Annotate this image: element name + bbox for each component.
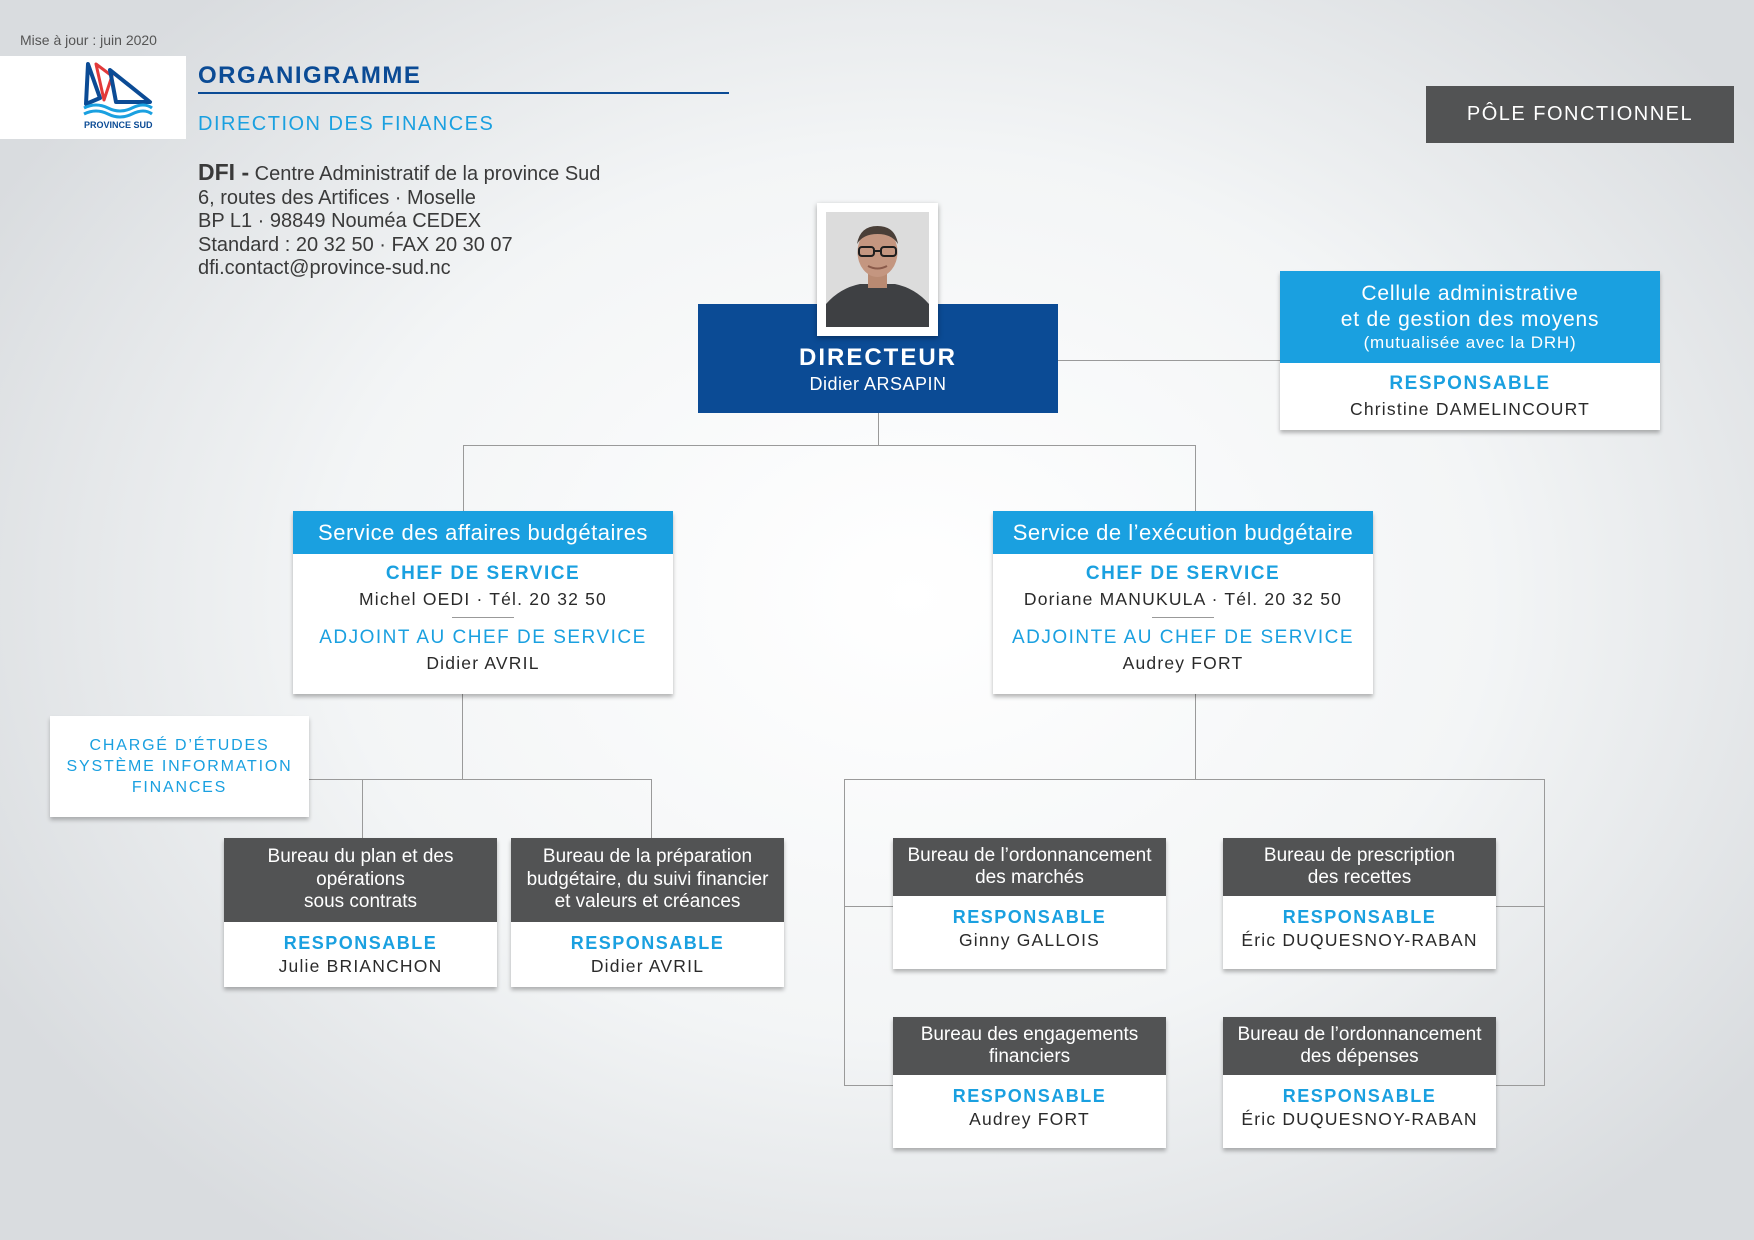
bureau-plan-line-2: opérations: [316, 868, 405, 890]
cellule-line-2: et de gestion des moyens: [1340, 308, 1600, 331]
dfi-label: DFI -: [198, 159, 250, 185]
address-email: dfi.contact@province-sud.nc: [198, 257, 451, 279]
page-subtitle: DIRECTION DES FINANCES: [198, 113, 495, 135]
bureau-marches-card: [893, 838, 1166, 969]
bureau-engagements-line-1: Bureau des engagements: [920, 1023, 1139, 1045]
service-budget-card: [293, 511, 673, 694]
service-exec-card: [993, 511, 1373, 694]
connector: [362, 779, 363, 838]
director-name: Didier ARSAPIN: [809, 374, 947, 394]
connector: [1195, 694, 1196, 780]
responsable-role: RESPONSABLE: [283, 933, 438, 953]
connector: [844, 1085, 893, 1086]
bureau-recettes-line-2: des recettes: [1307, 867, 1412, 888]
connector: [309, 779, 652, 780]
bureau-depenses-header: [1223, 1017, 1496, 1075]
chef-role: CHEF DE SERVICE: [1085, 563, 1281, 584]
connector: [1496, 906, 1545, 907]
director-title: DIRECTEUR: [798, 344, 957, 371]
bureau-preparation-line-2: budgétaire, du suivi financier: [526, 868, 769, 890]
bureau-preparation-card: [511, 838, 784, 987]
address-line-3: BP L1 · 98849 Nouméa CEDEX: [198, 210, 482, 232]
responsable-name: Audrey FORT: [969, 1109, 1090, 1129]
connector: [878, 413, 879, 445]
connector: [463, 445, 464, 511]
cellule-line-3: (mutualisée avec la DRH): [1363, 333, 1577, 352]
connector: [1544, 779, 1545, 1086]
cellule-card: [1280, 271, 1660, 430]
bureau-preparation-line-3: et valeurs et créances: [554, 891, 741, 913]
bureau-depenses-line-1: Bureau de l’ordonnancement: [1237, 1023, 1482, 1045]
adjointe-name: Audrey FORT: [1122, 653, 1244, 673]
responsable-role: RESPONSABLE: [1282, 1086, 1437, 1106]
pole-badge: PÔLE FONCTIONNEL: [1426, 86, 1734, 143]
responsable-name: Éric DUQUESNOY-RABAN: [1241, 1109, 1478, 1129]
address-line-1: Centre Administratif de la province Sud: [254, 163, 601, 185]
bureau-marches-line-2: des marchés: [975, 867, 1084, 888]
connector: [463, 445, 1195, 446]
chef-name: Doriane MANUKULA · Tél. 20 32 50: [1023, 589, 1343, 609]
responsable-role: RESPONSABLE: [570, 933, 725, 953]
adjoint-name: Didier AVRIL: [426, 653, 540, 673]
bureau-plan-card: [224, 838, 497, 987]
responsable-role: RESPONSABLE: [1282, 907, 1437, 927]
bureau-engagements-header: [893, 1017, 1166, 1075]
responsable-name: Julie BRIANCHON: [278, 956, 443, 976]
cellule-role: RESPONSABLE: [1389, 373, 1551, 394]
responsable-name: Éric DUQUESNOY-RABAN: [1241, 930, 1478, 950]
cellule-header: [1280, 271, 1660, 363]
connector: [651, 779, 652, 838]
bureau-preparation-header: [511, 838, 784, 922]
bureau-preparation-line-1: Bureau de la préparation: [542, 846, 753, 868]
chef-role: CHEF DE SERVICE: [385, 563, 581, 584]
province-sud-logo: [0, 56, 186, 139]
connector: [844, 779, 1545, 780]
responsable-name: Ginny GALLOIS: [958, 930, 1101, 950]
portrait-image: [826, 212, 929, 327]
cellule-line-1: Cellule administrative: [1361, 282, 1579, 305]
responsable-role: RESPONSABLE: [952, 1086, 1107, 1106]
connector: [462, 694, 463, 780]
charge-etudes-card: [50, 716, 309, 817]
bureau-marches-header: [893, 838, 1166, 896]
address-line-2: 6, routes des Artifices · Moselle: [198, 186, 476, 209]
address-block: [198, 161, 600, 281]
separator: [1152, 617, 1214, 618]
responsable-role: RESPONSABLE: [952, 907, 1107, 927]
adjoint-role: ADJOINT AU CHEF DE SERVICE: [319, 627, 647, 648]
charge-line-3: FINANCES: [131, 779, 228, 796]
adjointe-role: ADJOINTE AU CHEF DE SERVICE: [1011, 627, 1355, 648]
update-date: Mise à jour : juin 2020: [20, 32, 157, 48]
title-rule: [198, 92, 729, 94]
service-budget-header: Service des affaires budgétaires: [293, 511, 673, 554]
address-line-4: Standard : 20 32 50 · FAX 20 30 07: [198, 233, 513, 256]
connector: [1058, 360, 1280, 361]
bureau-recettes-line-1: Bureau de prescription: [1263, 844, 1456, 866]
bureau-recettes-card: [1223, 838, 1496, 969]
bureau-engagements-line-2: financiers: [988, 1046, 1071, 1067]
charge-line-2: SYSTÈME INFORMATION: [66, 758, 293, 775]
bureau-depenses-line-2: des dépenses: [1300, 1046, 1419, 1067]
responsable-name: Didier AVRIL: [590, 956, 705, 976]
connector: [1195, 445, 1196, 511]
chef-name: Michel OEDI · Tél. 20 32 50: [358, 589, 607, 609]
charge-line-1: CHARGÉ D’ÉTUDES: [89, 737, 270, 754]
connector: [1496, 1085, 1545, 1086]
page-title: ORGANIGRAMME: [198, 62, 422, 89]
cellule-name: Christine DAMELINCOURT: [1349, 399, 1590, 419]
logo-text: PROVINCE SUD: [84, 120, 153, 130]
separator: [452, 617, 514, 618]
bureau-plan-header: [224, 838, 497, 922]
bureau-plan-line-1: Bureau du plan et des: [267, 846, 454, 868]
bureau-plan-line-3: sous contrats: [304, 891, 417, 913]
bureau-engagements-card: [893, 1017, 1166, 1148]
bureau-marches-line-1: Bureau de l’ordonnancement: [907, 844, 1152, 866]
connector: [844, 906, 893, 907]
service-exec-header: Service de l’exécution budgétaire: [993, 511, 1373, 554]
director-photo: [817, 203, 938, 336]
connector: [844, 779, 845, 1086]
bureau-depenses-card: [1223, 1017, 1496, 1148]
bureau-recettes-header: [1223, 838, 1496, 896]
